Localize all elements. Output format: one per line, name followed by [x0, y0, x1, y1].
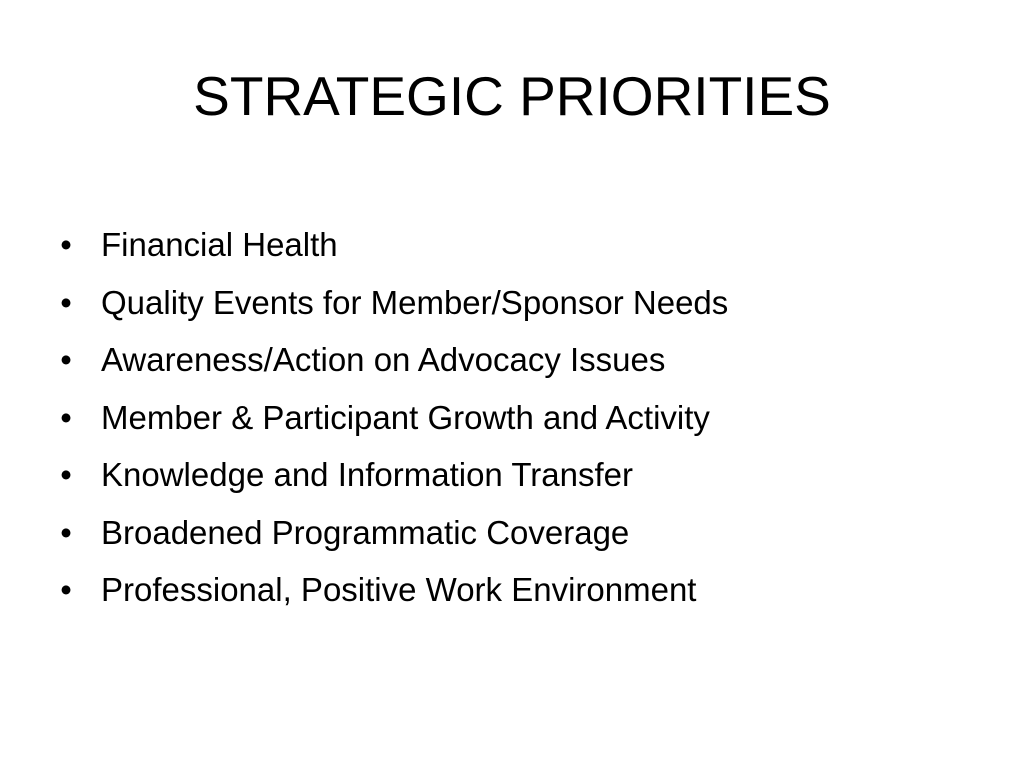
list-item-label: Quality Events for Member/Sponsor Needs	[101, 283, 729, 321]
bullet-icon: •	[60, 571, 72, 608]
bullet-icon: •	[60, 226, 72, 263]
list-item	[56, 216, 728, 274]
list-item-label: Member & Participant Growth and Activity	[101, 398, 710, 436]
list-item	[56, 331, 728, 389]
list-item	[56, 389, 728, 447]
bullet-icon: •	[60, 398, 72, 436]
list-item	[56, 446, 728, 504]
bullet-icon: •	[60, 513, 72, 551]
list-item	[56, 504, 728, 562]
bullet-list	[56, 216, 728, 619]
list-item	[56, 561, 728, 619]
bullet-icon: •	[60, 341, 72, 378]
list-item	[56, 274, 728, 332]
list-item-label: Awareness/Action on Advocacy Issues	[101, 341, 666, 378]
bullet-icon: •	[60, 456, 72, 493]
list-item-label: Professional, Positive Work Environment	[101, 571, 697, 608]
bullet-icon: •	[60, 283, 72, 321]
list-item-label: Financial Health	[101, 226, 338, 263]
list-item-label: Broadened Programmatic Coverage	[101, 513, 630, 551]
slide-title: STRATEGIC PRIORITIES	[193, 65, 831, 127]
list-item-label: Knowledge and Information Transfer	[101, 456, 633, 493]
